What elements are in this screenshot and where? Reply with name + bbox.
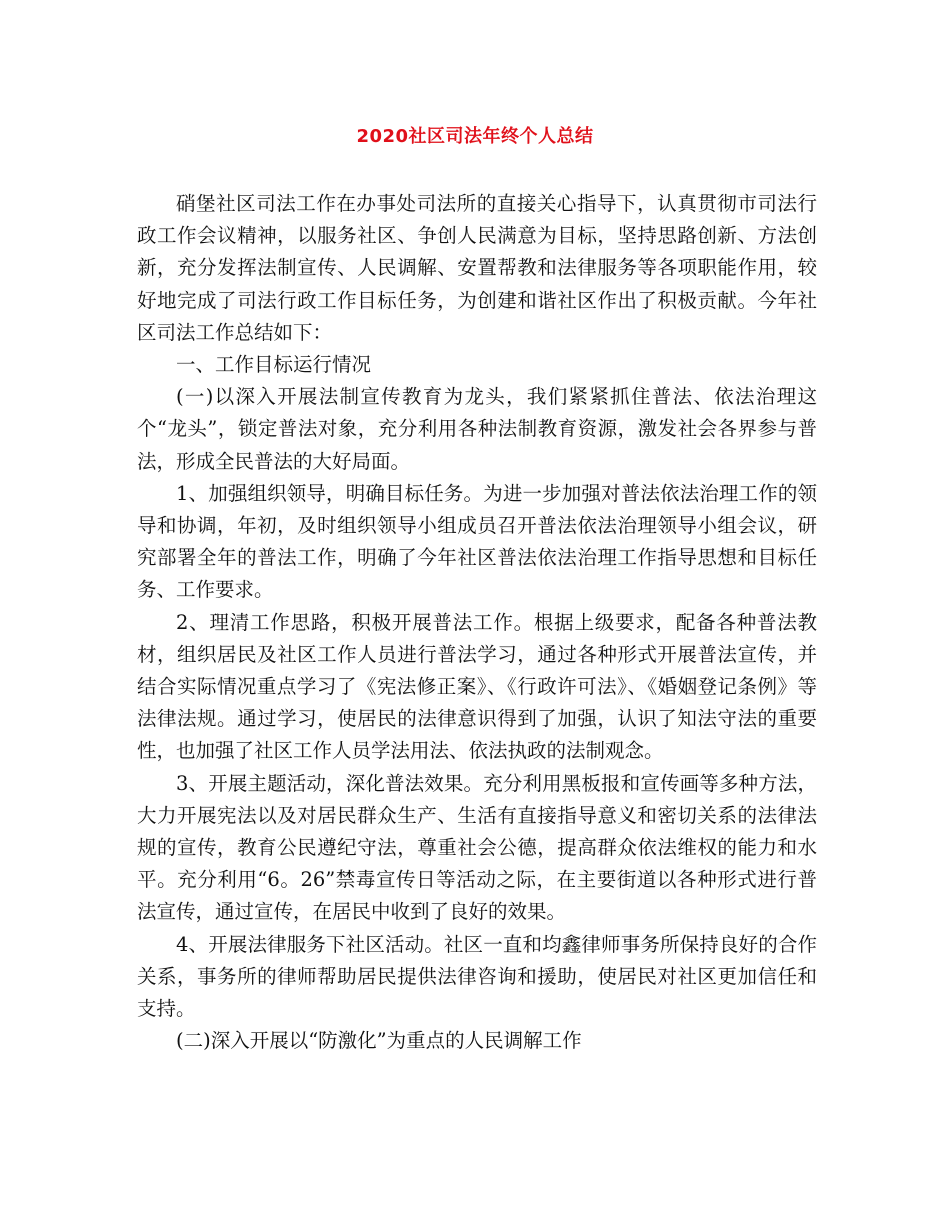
paragraph-item-2: 2、理清工作思路，积极开展普法工作。根据上级要求，配备各种普法教材，组织居民及社区工作人员进行普法学习，通过各种形式开展普法宣传，并结合实际情况重点学习了《宪法修正案》、《行政许可法》、《婚姻登记条例》等法律法规。通过学习，使居民的法律意识得到了加强，认识了知法守法的重要性，也加强了社区工作人员学法用法、依法执政的法制观念。: [137, 610, 817, 763]
document-body: [137, 188, 817, 1057]
subsection-heading-2: (二)深入开展以“防激化”为重点的人民调解工作: [176, 1029, 582, 1053]
subsection-heading-1: (一)以深入开展法制宣传教育为龙头，我们紧紧抓住普法、依法治理这个“龙头”，锁定普法对象，充分利用各种法制教育资源，激发社会各界参与普法，形成全民普法的大好局面。: [137, 385, 817, 473]
paragraph-item-1: 1、加强组织领导，明确目标任务。为进一步加强对普法依法治理工作的领导和协调，年初，及时组织领导小组成员召开普法依法治理领导小组会议，研究部署全年的普法工作，明确了今年社区普法依法治理工作指导思想和目标任务、工作要求。: [137, 481, 817, 602]
paragraph-item-4: 4、开展法律服务下社区活动。社区一直和均鑫律师事务所保持良好的合作关系，事务所的律师帮助居民提供法律咨询和援助，使居民对社区更加信任和支持。: [137, 932, 817, 1021]
paragraph-intro: 硝堡社区司法工作在办事处司法所的直接关心指导下，认真贯彻市司法行政工作会议精神，以服务社区、争创人民满意为目标，坚持思路创新、方法创新，充分发挥法制宣传、人民调解、安置帮教和法律服务等各项职能作用，较好地完成了司法行政工作目标任务，为创建和谐社区作出了积极贡献。今年社区司法工作总结如下：: [137, 192, 817, 344]
document-title: 2020社区司法年终个人总结: [356, 126, 594, 147]
paragraph-item-3: 3、开展主题活动，深化普法效果。充分利用黑板报和宣传画等多种方法，大力开展宪法以及对居民群众生产、生活有直接指导意义和密切关系的法律法规的宣传，教育公民遵纪守法，尊重社会公德，提高群众依法维权的能力和水平。充分利用“6。26”禁毒宣传日等活动之际，在主要街道以各种形式进行普法宣传，通过宣传，在居民中收到了良好的效果。: [137, 771, 817, 924]
section-heading-1: 一、工作目标运行情况: [176, 353, 372, 377]
